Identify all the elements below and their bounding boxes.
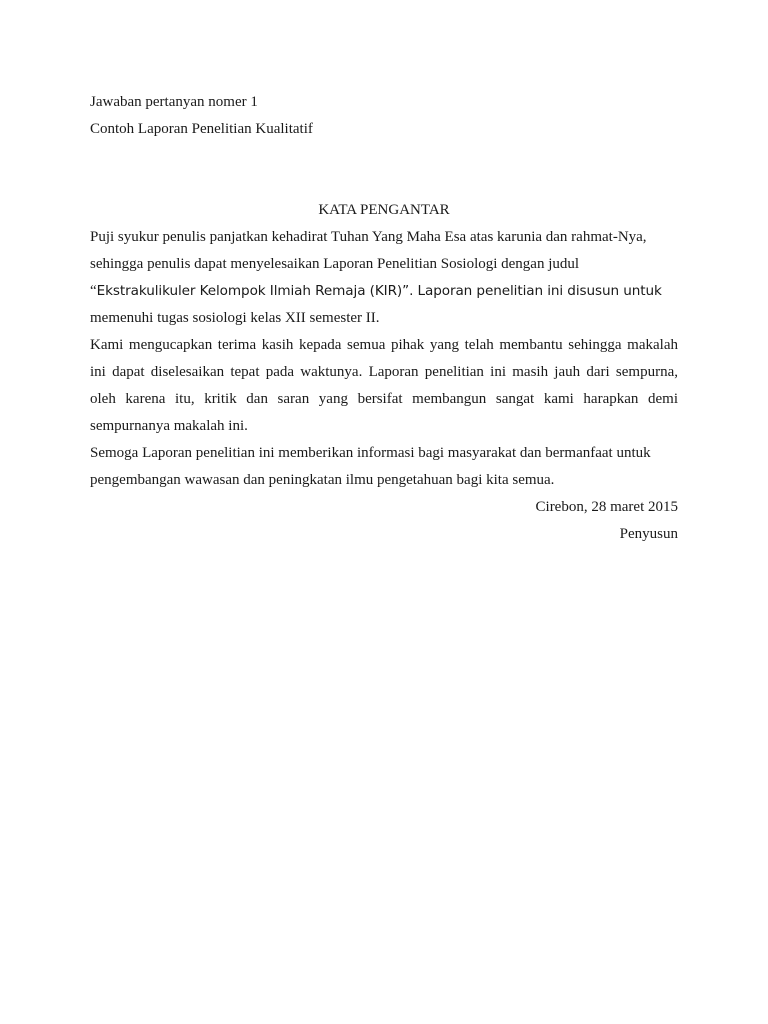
paragraph-1-line-1: Puji syukur penulis panjatkan kehadirat Tuhan Yang Maha Esa atas karunia dan rahmat-Nya, [90,229,647,245]
blank-space [90,143,678,197]
paragraph-1-line-3: “Ekstrakulikuler Kelompok Ilmiah Remaja (KIR)”. Laporan penelitian ini disusun untuk [90,283,662,299]
paragraph-2-line-4: sempurnanya makalah ini. [90,418,248,434]
header-line-2: Contoh Laporan Penelitian Kualitatif [90,121,313,137]
paragraph-1-line-3-wrap [90,278,678,305]
section-title: KATA PENGANTAR [318,202,450,218]
paragraph-2-line-1: Kami mengucapkan terima kasih kepada semua pihak yang telah membantu sehingga makalah [90,337,678,353]
paragraph-2-line-3: oleh karena itu, kritik dan saran yang bersifat membangun sangat kami harapkan demi [90,391,678,407]
paragraph-3 [90,440,678,494]
paragraph-3-line-2: pengembangan wawasan dan peningkatan ilmu pengetahuan bagi kita semua. [90,472,555,488]
document-body [90,89,678,548]
closing-place-date: Cirebon, 28 maret 2015 [535,499,678,515]
paragraph-2-line-2: ini dapat diselesaikan tepat pada waktunya. Laporan penelitian ini masih jauh dari sempurna, [90,364,678,380]
paragraph-1-line-2: sehingga penulis dapat menyelesaikan Laporan Penelitian Sosiologi dengan judul [90,256,580,272]
header-line-1: Jawaban pertanyan nomer 1 [90,94,258,110]
paragraph-1-line-4: memenuhi tugas sosiologi kelas XII semester II. [90,310,380,326]
paragraph-3-line-1: Semoga Laporan penelitian ini memberikan informasi bagi masyarakat dan bermanfaat untuk [90,445,651,461]
paragraph-2 [90,332,678,440]
paragraph-1 [90,224,678,332]
closing-author: Penyusun [619,526,678,542]
